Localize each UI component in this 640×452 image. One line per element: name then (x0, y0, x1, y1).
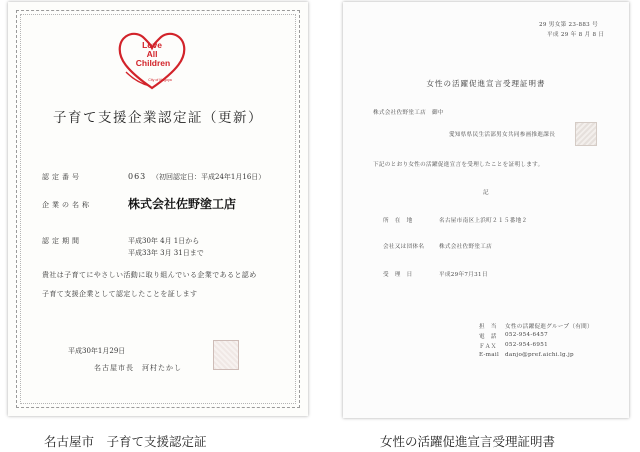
caption-right: 女性の活躍促進宣言受理証明書 (380, 434, 556, 449)
addressee: 株式会社佐野塗工店 御中 (373, 110, 444, 116)
certificate-body-line-2: 子育て支援企業として認定したことを証します (42, 290, 198, 298)
issue-date: 平成30年1月29日 (68, 347, 126, 355)
period-start: 平成30年 4月 1日から (128, 237, 200, 245)
certificate-body-line-1: 貴社は子育てにやさしい活動に取り組んでいる企業であると認め (42, 271, 257, 279)
contact-label: 担 当 (479, 324, 497, 330)
document-number: 29 男女第 23-883 号 (539, 22, 599, 28)
cert-number-label: 認定番号 (42, 173, 82, 181)
issuer-department: 愛知県県民生活部男女共同参画推進課長 (449, 132, 556, 138)
address-label: 所 在 地 (383, 218, 413, 224)
tel-value: 052-954-6457 (505, 332, 548, 338)
certificate-title: 女性の活躍促進宣言受理証明書 (426, 79, 546, 88)
email-label: E-mail (479, 352, 500, 358)
heart-logo-icon (116, 28, 188, 94)
email-value: danjo@pref.aichi.lg.jp (505, 352, 574, 358)
cert-number-value: 063 (128, 172, 147, 181)
logo-text-all: All (146, 49, 158, 59)
accept-date-label: 受 理 日 (383, 272, 413, 278)
company-value: 株式会社佐野塗工店 (439, 244, 493, 250)
period-label: 認定期間 (42, 237, 82, 245)
contact-value: 女性の活躍促進グループ（有間） (505, 324, 593, 330)
accept-date-value: 平成29年7月31日 (439, 272, 488, 278)
period-end: 平成33年 3月 31日まで (128, 249, 204, 257)
love-all-children-logo (116, 28, 188, 94)
document-date: 平成 29 年 8 月 8 日 (547, 32, 605, 38)
certificate-body: 下記のとおり女性の活躍促進宣言を受理したことを証明します。 (373, 162, 544, 168)
womens-activity-certificate (343, 2, 629, 418)
company-label: 企業の名称 (42, 201, 92, 209)
childcare-support-certificate (8, 2, 308, 416)
caption-left: 名古屋市 子育て支援認定証 (44, 434, 207, 449)
company-name: 株式会社佐野塗工店 (128, 197, 237, 211)
first-cert-date: （初回認定日：平成24年1月16日） (152, 173, 266, 181)
fax-value: 052-954-6951 (505, 342, 548, 348)
address-value: 名古屋市南区上浜町２１５番地２ (439, 218, 528, 224)
tel-label: 電 話 (479, 334, 497, 340)
fax-label: ＦＡＸ (479, 344, 497, 350)
logo-tagline: City of Nagoya (148, 78, 172, 82)
ki-heading: 記 (483, 190, 489, 196)
issuer-name: 名古屋市長 河村たかし (94, 364, 182, 372)
certificate-title: 子育て支援企業認定証（更新） (53, 110, 263, 126)
company-label: 会社又は団体名 (383, 244, 425, 250)
official-seal (213, 340, 239, 370)
logo-text-children: Children (135, 58, 171, 68)
logo-text-love: Love (142, 40, 162, 50)
official-seal (575, 122, 597, 146)
